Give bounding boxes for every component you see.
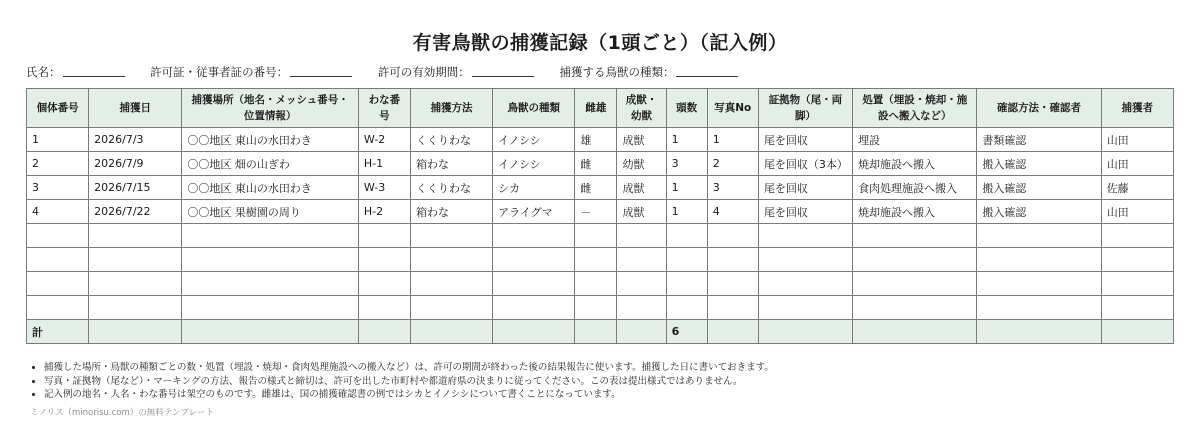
note-item: • 捕獲した場所・鳥獣の種類ごとの数・処置（埋設・焼却・食肉処理施設への搬入など）は、許可の期間が終わった後の結果報告に使います。捕獲した日に書いておきます。 (44, 361, 774, 375)
table-cell[interactable] (410, 248, 492, 272)
table-cell[interactable] (707, 224, 758, 248)
table-cell[interactable] (493, 248, 575, 272)
table-cell[interactable]: 佐藤 (1101, 176, 1173, 200)
table-cell[interactable]: 雌 (575, 152, 617, 176)
table-cell[interactable] (617, 248, 666, 272)
table-cell[interactable]: W-2 (358, 128, 410, 152)
table-cell[interactable] (758, 296, 852, 320)
table-cell[interactable]: 雌 (575, 176, 617, 200)
table-cell[interactable]: 1 (666, 200, 707, 224)
total-label: 計 (27, 320, 89, 344)
table-cell[interactable]: 4 (27, 200, 89, 224)
table-cell[interactable]: 埋設 (853, 128, 977, 152)
table-cell[interactable]: 2 (707, 152, 758, 176)
table-cell[interactable] (758, 248, 852, 272)
table-cell[interactable]: 3 (27, 176, 89, 200)
table-cell[interactable]: 箱わな (410, 152, 492, 176)
table-cell[interactable] (1101, 272, 1173, 296)
table-cell[interactable]: 搬入確認 (977, 176, 1101, 200)
table-cell[interactable] (617, 224, 666, 248)
table-row (27, 176, 1174, 200)
table-cell[interactable]: H-2 (358, 200, 410, 224)
table-cell[interactable] (182, 224, 358, 248)
column-header: 捕獲方法 (410, 89, 492, 128)
meta-permit-number (150, 64, 352, 80)
table-cell[interactable] (358, 296, 410, 320)
note-item: • 写真・証拠物（尾など）・マーキングの方法、報告の様式と締切は、許可を出した市町村や都道府県の決まりに従ってください。この表は提出様式ではありません。 (44, 375, 774, 389)
column-header: 捕獲日 (89, 89, 182, 128)
table-row (27, 296, 1174, 320)
table-cell[interactable]: 焼却施設へ搬入 (853, 152, 977, 176)
column-header: 証拠物（尾・両脚） (758, 89, 852, 128)
table-cell[interactable]: アライグマ (493, 200, 575, 224)
total-count: 6 (666, 320, 707, 344)
table-cell[interactable]: 〇〇地区 畑の山ぎわ (182, 152, 358, 176)
table-cell[interactable]: 箱わな (410, 200, 492, 224)
table-cell[interactable] (758, 272, 852, 296)
column-header: 個体番号 (27, 89, 89, 128)
table-cell[interactable]: 成獣 (617, 200, 666, 224)
column-header: 頭数 (666, 89, 707, 128)
table-cell[interactable]: 〇〇地区 東山の水田わき (182, 176, 358, 200)
meta-name-blank (63, 65, 125, 77)
table-cell[interactable]: 3 (666, 152, 707, 176)
table-cell[interactable] (410, 224, 492, 248)
meta-name (26, 64, 125, 80)
table-cell[interactable] (853, 224, 977, 248)
table-cell[interactable] (853, 272, 977, 296)
column-header: 鳥獣の種類 (493, 89, 575, 128)
table-row (27, 128, 1174, 152)
table-cell[interactable] (617, 272, 666, 296)
table-cell[interactable] (853, 248, 977, 272)
table-header-row (27, 89, 1174, 128)
table-cell[interactable] (575, 224, 617, 248)
table-cell[interactable] (358, 248, 410, 272)
table-cell[interactable]: 尾を回収 (758, 200, 852, 224)
column-header: 成獣・幼獣 (617, 89, 666, 128)
footer-credit: ミノリス（minorisu.com）の無料テンプレート (30, 408, 214, 418)
table-cell[interactable] (977, 272, 1101, 296)
table-row (27, 248, 1174, 272)
table-cell[interactable] (977, 224, 1101, 248)
table-cell[interactable] (89, 272, 182, 296)
meta-species-label: 捕獲する鳥獣の種類： (559, 65, 675, 79)
table-cell[interactable] (27, 224, 89, 248)
table-cell[interactable] (493, 272, 575, 296)
table-cell[interactable]: 1 (666, 128, 707, 152)
table-row (27, 200, 1174, 224)
table-cell[interactable] (617, 296, 666, 320)
table-cell[interactable] (1101, 224, 1173, 248)
table-cell[interactable]: 搬入確認 (977, 200, 1101, 224)
table-cell[interactable] (666, 272, 707, 296)
table-cell[interactable]: シカ (493, 176, 575, 200)
capture-record-table (26, 88, 1174, 344)
column-header: 確認方法・確認者 (977, 89, 1101, 128)
table-cell[interactable] (89, 248, 182, 272)
total-row (27, 320, 1174, 344)
table-cell[interactable]: － (575, 200, 617, 224)
table-cell[interactable]: 搬入確認 (977, 152, 1101, 176)
table-cell[interactable] (89, 296, 182, 320)
table-row (27, 272, 1174, 296)
table-cell[interactable]: くくりわな (410, 128, 492, 152)
table-cell[interactable] (1101, 296, 1173, 320)
table-cell[interactable] (89, 224, 182, 248)
table-cell[interactable] (666, 224, 707, 248)
table-cell[interactable] (977, 248, 1101, 272)
meta-valid-period-blank (472, 65, 534, 77)
table-row (27, 152, 1174, 176)
table-cell[interactable]: H-1 (358, 152, 410, 176)
column-header: 写真No (707, 89, 758, 128)
table-cell[interactable]: 2026/7/15 (89, 176, 182, 200)
table-cell[interactable]: イノシシ (493, 128, 575, 152)
meta-valid-period (378, 64, 534, 80)
table-row (27, 224, 1174, 248)
column-header: 雌雄 (575, 89, 617, 128)
table-cell[interactable]: 4 (707, 200, 758, 224)
meta-valid-period-label: 許可の有効期間： (377, 65, 470, 79)
table-cell[interactable] (410, 296, 492, 320)
table-cell[interactable] (182, 296, 358, 320)
table-cell[interactable] (27, 272, 89, 296)
table-cell[interactable]: 2026/7/3 (89, 128, 182, 152)
table-cell[interactable]: 書類確認 (977, 128, 1101, 152)
table-cell[interactable]: 3 (707, 176, 758, 200)
page-title: 有害鳥獣の捕獲記録（1頭ごと）（記入例） (412, 32, 788, 54)
table-cell[interactable]: イノシシ (493, 152, 575, 176)
table-cell[interactable]: 成獣 (617, 128, 666, 152)
meta-name-label: 氏名： (26, 65, 61, 79)
table-cell[interactable]: 尾を回収（3本） (758, 152, 852, 176)
table-cell[interactable] (707, 296, 758, 320)
table-cell[interactable] (758, 224, 852, 248)
table-cell[interactable] (182, 272, 358, 296)
table-cell[interactable]: 2026/7/9 (89, 152, 182, 176)
table-cell[interactable] (410, 272, 492, 296)
meta-row (26, 64, 760, 80)
table-cell[interactable]: 山田 (1101, 200, 1173, 224)
note-item: • 記入例の地名・人名・わな番号は架空のものです。雌雄は、国の捕獲確認書の例ではシカとイノシシについて書くことになっています。 (44, 388, 774, 402)
table-cell[interactable]: 1 (707, 128, 758, 152)
table-cell[interactable]: 〇〇地区 果樹園の周り (182, 200, 358, 224)
table-cell[interactable] (977, 296, 1101, 320)
table-cell[interactable] (853, 296, 977, 320)
table-cell[interactable]: 尾を回収 (758, 128, 852, 152)
meta-permit-number-label: 許可証・従事者証の番号： (150, 65, 289, 79)
table-cell[interactable] (493, 224, 575, 248)
table-cell[interactable] (182, 248, 358, 272)
meta-species-blank (676, 65, 738, 77)
table-cell[interactable] (575, 272, 617, 296)
table-cell[interactable] (666, 248, 707, 272)
table-cell[interactable]: 焼却施設へ搬入 (853, 200, 977, 224)
notes (30, 361, 774, 402)
table-cell[interactable]: 雄 (575, 128, 617, 152)
table-cell[interactable]: 2026/7/22 (89, 200, 182, 224)
table-cell[interactable] (27, 296, 89, 320)
table-cell[interactable] (707, 272, 758, 296)
table-cell[interactable] (358, 224, 410, 248)
table-cell[interactable] (1101, 248, 1173, 272)
table-cell[interactable]: W-3 (358, 176, 410, 200)
table-cell[interactable]: 1 (27, 128, 89, 152)
table-cell[interactable]: 1 (666, 176, 707, 200)
table-cell[interactable]: 山田 (1101, 128, 1173, 152)
column-header: 捕獲場所（地名・メッシュ番号・位置情報） (182, 89, 358, 128)
table-cell[interactable]: くくりわな (410, 176, 492, 200)
table-cell[interactable]: 尾を回収 (758, 176, 852, 200)
table-cell[interactable]: 食肉処理施設へ搬入 (853, 176, 977, 200)
table-body (27, 128, 1174, 320)
table-cell[interactable]: 成獣 (617, 176, 666, 200)
meta-permit-number-blank (290, 65, 352, 77)
table-cell[interactable]: 幼獣 (617, 152, 666, 176)
table-cell[interactable] (358, 272, 410, 296)
table-cell[interactable] (575, 248, 617, 272)
table-cell[interactable] (707, 248, 758, 272)
table-cell[interactable] (575, 296, 617, 320)
table-cell[interactable]: 2 (27, 152, 89, 176)
column-header: わな番号 (358, 89, 410, 128)
table-cell[interactable] (666, 296, 707, 320)
column-header: 処置（埋設・焼却・施設へ搬入など） (853, 89, 977, 128)
column-header: 捕獲者 (1101, 89, 1173, 128)
table-cell[interactable] (27, 248, 89, 272)
table-cell[interactable]: 山田 (1101, 152, 1173, 176)
table-cell[interactable] (493, 296, 575, 320)
table-cell[interactable]: 〇〇地区 東山の水田わき (182, 128, 358, 152)
meta-species (559, 64, 738, 80)
